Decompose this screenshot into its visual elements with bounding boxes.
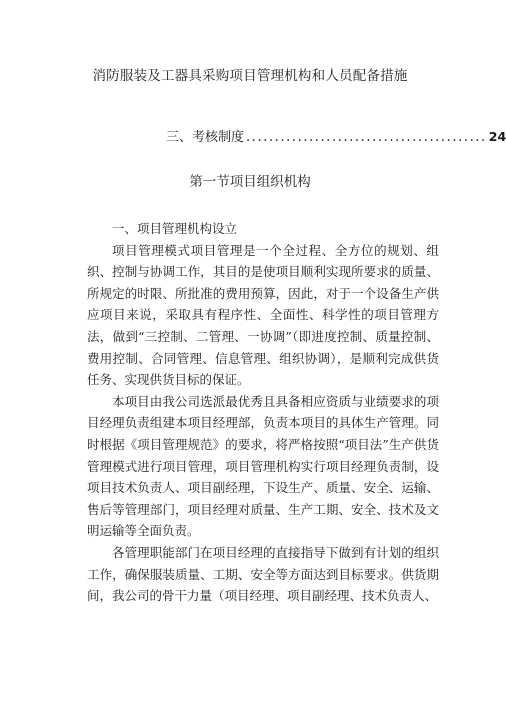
toc-entry-page-number: 24 <box>488 129 506 144</box>
paragraph: 本项目由我公司选派最优秀且具备相应资质与业绩要求的项目经理负责组建本项目经理部，负责本项目的具体生产管理。同时根据《项目管理规范》的要求，将严格按照“项目法”生产供货管理模式进行项目管理，项目管理机构实行项目经理负责制，设项目技术负责人、项目副经理，下设生产、质量、安全、运输、售后等管理部门，项目经理对质量、生产工期、安全、技术及文明运输等全面负责。 <box>87 393 439 539</box>
body-text <box>87 218 439 607</box>
toc-entry[interactable] <box>166 128 506 147</box>
paragraph: 各管理职能部门在项目经理的直接指导下做到有计划的组织工作，确保服装质量、工期、安全等方面达到目标要求。供货期间，我公司的骨干力量（项目经理、项目副经理、技术负责人、 <box>87 544 439 604</box>
paragraph: 项目管理模式项目管理是一个全过程、全方位的规划、组织、控制与协调工作，其目的是使项目顺利实现所要求的质量、所规定的时限、所批准的费用预算，因此，对于一个设备生产供应项目来说，采取具有程序性、全面性、科学性的项目管理方法，做到“三控制、二管理、一协调”（即进度控制、质量控制、费用控制、合同管理、信息管理、组织协调），是顺利完成供货任务、实现供货目标的保证。 <box>87 242 439 388</box>
subsection-heading: 一、项目管理机构设立 <box>112 221 238 236</box>
section-title: 第一节项目组织机构 <box>189 174 311 190</box>
toc-entry-label: 三、考核制度 <box>166 130 245 145</box>
toc-entry-leader-dots: .......................................... <box>246 130 487 145</box>
document-title: 消防服装及工器具采购项目管理机构和人员配备措施 <box>92 68 408 84</box>
